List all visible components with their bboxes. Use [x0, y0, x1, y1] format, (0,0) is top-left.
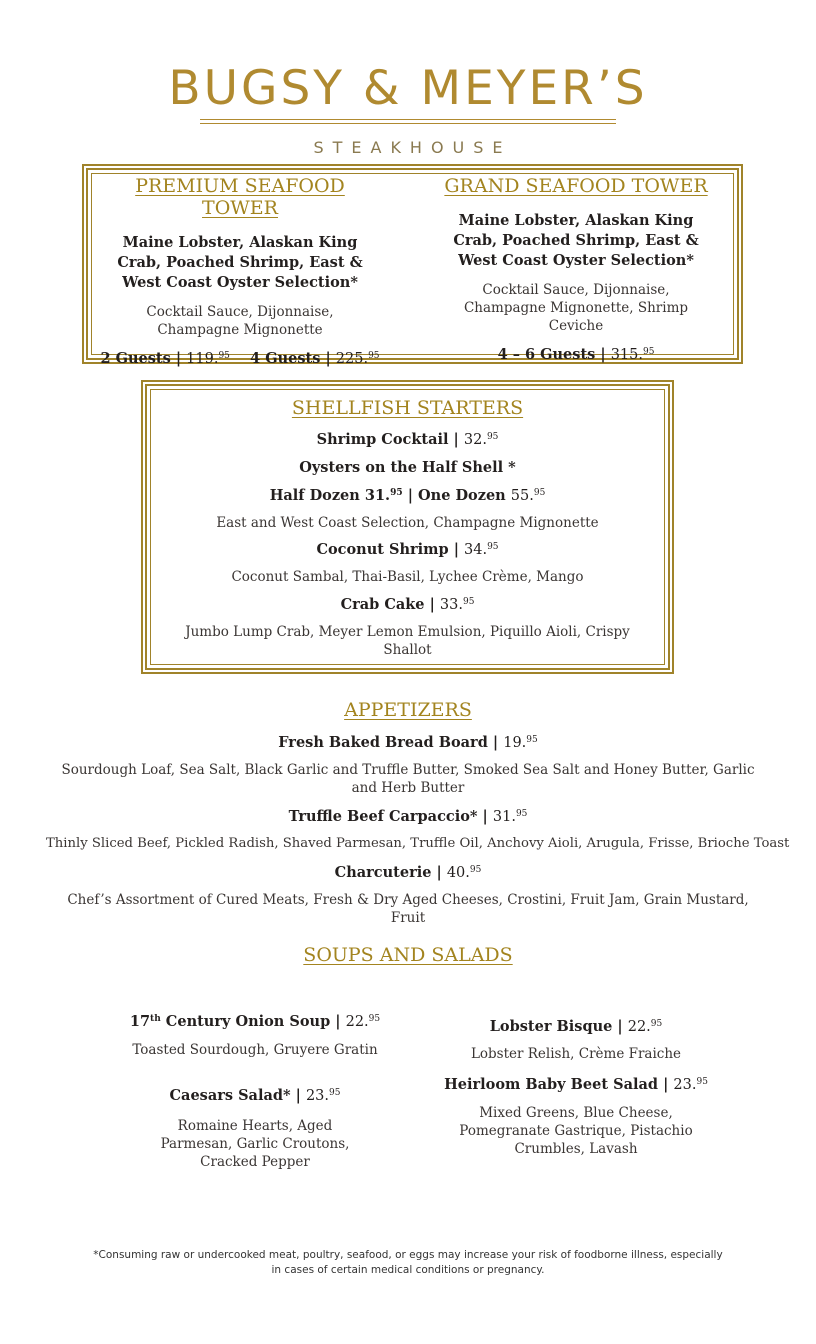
half-dozen-label: Half Dozen 31. [269, 487, 391, 504]
logo-divider [200, 119, 616, 124]
crab-cake-cents: 95 [462, 597, 475, 607]
onion-soup-cents: 95 [368, 1014, 381, 1024]
brand-logo: BUGSY & MEYER’S [168, 61, 648, 116]
caesar-salad-cents: 95 [329, 1088, 341, 1098]
beet-salad-name: Heirloom Baby Beet Salad [444, 1076, 659, 1093]
appetizers-section [46, 699, 790, 927]
premium-tower-4-cents: 95 [368, 351, 380, 361]
onion-soup: 17th Century Onion Soup | 22.95 [129, 1013, 381, 1030]
carpaccio-name: Truffle Beef Carpaccio* [288, 808, 478, 825]
grand-tower-items: Maine Lobster, Alaskan King Crab, Poached Shrimp, East & West Coast Oyster Selection* [453, 212, 699, 269]
brand-subtitle: STEAKHOUSE [313, 138, 512, 157]
charcuterie: Charcuterie | 40.95 [334, 864, 482, 881]
onion-soup-name: Century Onion Soup [160, 1013, 331, 1030]
bread-board-cents: 95 [526, 735, 538, 745]
grand-tower-guests: 4 – 6 Guests [497, 346, 596, 363]
premium-tower-prices: 2 Guests | 119.95 4 Guests | 225.95 [100, 350, 380, 367]
shrimp-cocktail-price: 32. [463, 432, 487, 448]
bread-board-name: Fresh Baked Bread Board [278, 734, 488, 751]
charcuterie-name: Charcuterie [334, 864, 432, 881]
charcuterie-desc: Chef’s Assortment of Cured Meats, Fresh & Dry Aged Cheeses, Crostini, Fruit Jam, Grain Mustard, Fruit [67, 892, 749, 926]
bread-board-desc: Sourdough Loaf, Sea Salt, Black Garlic and Truffle Butter, Smoked Sea Salt and Honey Butter, Garlic and Herb Butter [61, 762, 755, 796]
carpaccio-cents: 95 [515, 809, 528, 819]
one-dozen-label: One Dozen [418, 487, 506, 504]
shrimp-cocktail-name: Shrimp Cocktail [316, 431, 449, 448]
coconut-shrimp-name: Coconut Shrimp [316, 541, 449, 558]
grand-tower-desc: Cocktail Sauce, Dijonnaise, Champagne Mignonette, Shrimp Ceviche [463, 282, 689, 334]
caesar-salad-desc: Romaine Hearts, Aged Parmesan, Garlic Croutons, Cracked Pepper [160, 1118, 350, 1170]
oysters-name: Oysters on the Half Shell * [299, 459, 516, 476]
coconut-shrimp-price: 34. [464, 542, 488, 558]
premium-tower-desc: Cocktail Sauce, Dijonnaise, Champagne Mignonette [146, 304, 334, 338]
grand-tower-title: GRAND SEAFOOD TOWER [444, 175, 708, 197]
shrimp-cocktail: Shrimp Cocktail | 32.95 [316, 431, 499, 448]
beet-salad-cents: 95 [696, 1077, 708, 1087]
lobster-bisque-cents: 95 [650, 1019, 663, 1029]
crab-cake: Crab Cake | 33.95 [340, 596, 475, 613]
grand-tower [434, 175, 718, 363]
bread-board-price: 19. [503, 735, 527, 751]
grand-tower-prices: 4 – 6 Guests | 315.95 [497, 346, 655, 363]
premium-tower-2-price: 119. [186, 351, 219, 367]
premium-tower-items: Maine Lobster, Alaskan King Crab, Poached Shrimp, East & West Coast Oyster Selection* [117, 234, 363, 291]
crab-cake-price: 33. [439, 597, 463, 613]
bread-board: Fresh Baked Bread Board | 19.95 [278, 734, 538, 751]
carpaccio-price: 31. [492, 809, 516, 825]
oysters-desc: East and West Coast Selection, Champagne Mignonette [216, 515, 599, 531]
carpaccio-desc: Thinly Sliced Beef, Pickled Radish, Shaved Parmesan, Truffle Oil, Anchovy Aioli, Arugula, Frisse, Brioche Toast [46, 836, 790, 851]
crab-cake-name: Crab Cake [340, 596, 425, 613]
onion-soup-price: 22. [345, 1014, 369, 1030]
lobster-bisque-price: 22. [627, 1019, 651, 1035]
one-dozen-price: 55. [510, 488, 534, 504]
premium-tower-4-guests: 4 Guests [250, 350, 321, 367]
coconut-shrimp: Coconut Shrimp | 34.95 [316, 541, 499, 558]
coconut-shrimp-desc: Coconut Sambal, Thai-Basil, Lychee Crème, Mango [231, 569, 584, 585]
caesar-salad-name: Caesars Salad* [169, 1087, 291, 1104]
soups-right-column [438, 1018, 714, 1158]
coconut-shrimp-cents: 95 [487, 542, 499, 552]
premium-tower-2-cents: 95 [218, 351, 230, 361]
premium-tower [98, 175, 382, 367]
beet-salad: Heirloom Baby Beet Salad | 23.95 [444, 1076, 708, 1093]
food-safety-footnote: *Consuming raw or undercooked meat, poultry, seafood, or eggs may increase your risk of foodborne illness, especially in cases of certain medical conditions or pregnancy. [93, 1249, 723, 1276]
soups-left-column [120, 1013, 390, 1171]
crab-cake-desc: Jumbo Lump Crab, Meyer Lemon Emulsion, Piquillo Aioli, Crispy Shallot [185, 624, 630, 658]
caesar-salad: Caesars Salad* | 23.95 [169, 1087, 341, 1104]
caesar-salad-price: 23. [305, 1088, 330, 1104]
soups-title: SOUPS AND SALADS [303, 944, 513, 966]
lobster-bisque: Lobster Bisque | 22.95 [489, 1018, 663, 1035]
onion-soup-desc: Toasted Sourdough, Gruyere Gratin [132, 1042, 378, 1058]
half-dozen-cents: 95 [390, 488, 403, 498]
carpaccio: Truffle Beef Carpaccio* | 31.95 [288, 808, 528, 825]
oysters-prices: Half Dozen 31.95 | One Dozen 55.95 [269, 487, 546, 504]
charcuterie-cents: 95 [469, 865, 482, 875]
lobster-bisque-desc: Lobster Relish, Crème Fraiche [470, 1046, 682, 1062]
premium-tower-4-price: 225. [335, 351, 369, 367]
one-dozen-cents: 95 [533, 488, 546, 498]
grand-tower-price: 315. [610, 347, 643, 363]
charcuterie-price: 40. [446, 865, 470, 881]
shellfish-section [160, 397, 655, 659]
grand-tower-cents: 95 [642, 347, 655, 357]
shrimp-cocktail-cents: 95 [486, 432, 499, 442]
premium-tower-2-guests: 2 Guests [100, 350, 171, 367]
onion-soup-num: 17 [129, 1013, 151, 1030]
beet-salad-desc: Mixed Greens, Blue Cheese, Pomegranate Gastrique, Pistachio Crumbles, Lavash [459, 1105, 693, 1157]
appetizers-title: APPETIZERS [344, 699, 472, 721]
beet-salad-price: 23. [673, 1077, 697, 1093]
onion-soup-sup: th [150, 1014, 161, 1024]
lobster-bisque-name: Lobster Bisque [489, 1018, 613, 1035]
shellfish-title: SHELLFISH STARTERS [291, 397, 524, 419]
premium-tower-title: PREMIUM SEAFOOD TOWER [135, 175, 345, 219]
